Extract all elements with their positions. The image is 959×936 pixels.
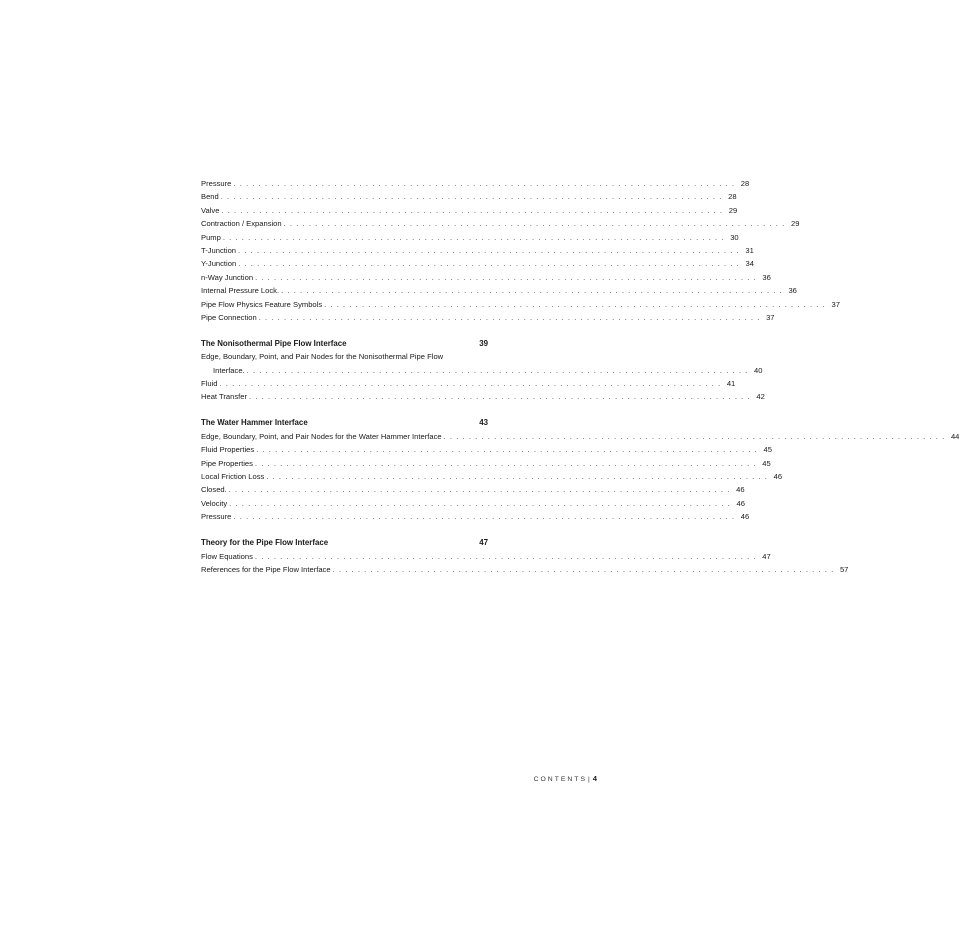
toc-entry-page: 45 xyxy=(763,445,772,455)
toc-entry[interactable] xyxy=(201,483,745,496)
toc-entry-page: 31 xyxy=(745,245,754,255)
dot-leader: ................................................................................ xyxy=(220,192,726,202)
dot-leader: ................................................................................ xyxy=(283,219,789,229)
toc-entry-page: 28 xyxy=(728,192,737,202)
toc-entry-title: Contraction / Expansion xyxy=(201,219,282,229)
toc-entry-page: 37 xyxy=(766,312,775,322)
dot-leader: ................................................................................ xyxy=(281,286,786,296)
table-of-contents xyxy=(201,177,959,576)
toc-entry[interactable] xyxy=(201,457,771,470)
dot-leader: ................................................................................ xyxy=(255,272,760,282)
toc-entry-title-line2: Interface. xyxy=(213,365,245,375)
toc-entry-title: References for the Pipe Flow Interface xyxy=(201,564,331,574)
footer-separator: | xyxy=(588,776,590,783)
toc-entry[interactable] xyxy=(201,257,754,270)
toc-entry-title: n-Way Junction xyxy=(201,272,254,282)
toc-section-page: 39 xyxy=(479,338,488,348)
dot-leader: ................................................................................ xyxy=(238,245,743,255)
toc-entry-page: 46 xyxy=(773,471,783,481)
toc-entry-page: 29 xyxy=(790,219,800,229)
dot-leader: ................................................................................ xyxy=(254,551,760,561)
toc-entry-page: 47 xyxy=(762,551,771,561)
dot-leader: ................................................................................ xyxy=(222,232,728,242)
dot-leader: ................................................................................ xyxy=(219,379,725,389)
toc-entry[interactable] xyxy=(201,190,737,203)
toc-entry-page: 28 xyxy=(740,178,750,188)
toc-entry-page: 29 xyxy=(728,205,738,215)
toc-entry[interactable] xyxy=(201,563,849,576)
toc-entry-title: Pump xyxy=(201,232,221,242)
toc-entry[interactable] xyxy=(201,231,739,244)
toc-section-page: 43 xyxy=(479,418,488,428)
toc-entry-page: 41 xyxy=(726,379,736,389)
toc-entry[interactable] xyxy=(201,298,840,311)
toc-entry[interactable] xyxy=(201,390,765,403)
toc-entry-title: Internal Pressure Lock. xyxy=(201,286,280,296)
dot-leader: ................................................................................ xyxy=(229,498,734,508)
dot-leader: ................................................................................ xyxy=(221,205,727,215)
toc-entry-title-line1: Edge, Boundary, Point, and Pair Nodes for the Nonisothermal Pipe Flow xyxy=(201,352,444,362)
toc-entry-page: 57 xyxy=(839,564,849,574)
toc-entry-page: 37 xyxy=(831,299,840,309)
toc-entry-title: Velocity xyxy=(201,498,228,508)
toc-entry[interactable] xyxy=(201,430,959,443)
dot-leader: ................................................................................ xyxy=(324,299,829,309)
toc-entry-page: 42 xyxy=(756,392,765,402)
toc-entry-page: 46 xyxy=(736,485,745,495)
dot-leader: ................................................................................ xyxy=(266,471,772,481)
toc-entry-page: 44 xyxy=(950,431,959,441)
toc-section-page: 47 xyxy=(479,538,488,548)
toc-entry-title: Fluid xyxy=(201,379,218,389)
toc-section-title: The Nonisothermal Pipe Flow Interface xyxy=(201,338,347,348)
toc-entry-title: Edge, Boundary, Point, and Pair Nodes for the Water Hammer Interface xyxy=(201,431,442,441)
dot-leader: ................................................................................ xyxy=(256,445,761,455)
dot-leader: ................................................................................ xyxy=(233,512,739,522)
toc-entry-page: 36 xyxy=(762,272,771,282)
toc-entry-page: 45 xyxy=(762,458,771,468)
toc-entry[interactable] xyxy=(201,204,738,217)
toc-entry-title: Closed. xyxy=(201,485,227,495)
toc-entry-title: Bend xyxy=(201,192,219,202)
toc-entry-title: Local Friction Loss xyxy=(201,471,265,481)
toc-entry-title: Pipe Connection xyxy=(201,312,257,322)
toc-entry[interactable] xyxy=(201,510,750,523)
toc-entry[interactable] xyxy=(201,497,745,510)
toc-entry-title: Pipe Flow Physics Feature Symbols xyxy=(201,299,323,309)
toc-entry-page: 40 xyxy=(754,365,763,375)
toc-entry-title: Valve xyxy=(201,205,220,215)
page-footer xyxy=(500,774,597,783)
toc-entry-title: Flow Equations xyxy=(201,551,253,561)
toc-entry-page: 46 xyxy=(740,512,750,522)
toc-section-title: The Water Hammer Interface xyxy=(201,418,308,428)
dot-leader: ................................................................................ xyxy=(258,312,764,322)
footer-running-head: CONTENTS xyxy=(533,776,587,783)
toc-entry-page: 34 xyxy=(745,259,754,269)
toc-entry-title: Fluid Properties xyxy=(201,445,255,455)
toc-entry[interactable] xyxy=(201,550,771,563)
toc-entry[interactable] xyxy=(201,244,754,257)
dot-leader: ................................................................................ xyxy=(254,458,760,468)
dot-leader: ................................................................................ xyxy=(228,485,734,495)
toc-entry-title: Pipe Properties xyxy=(201,458,253,468)
toc-entry[interactable] xyxy=(201,443,772,456)
toc-section-heading[interactable] xyxy=(201,416,488,429)
dot-leader: ................................................................................ xyxy=(238,259,743,269)
toc-entry-page: 36 xyxy=(788,286,797,296)
toc-entry[interactable] xyxy=(201,470,783,483)
toc-entry[interactable] xyxy=(201,350,763,377)
toc-group-pipe-flow-features xyxy=(201,177,840,324)
dot-leader: ................................................................................ xyxy=(443,431,949,441)
dot-leader: ................................................................................ xyxy=(233,178,739,188)
toc-entry[interactable] xyxy=(201,377,736,390)
dot-leader: ................................................................................ xyxy=(246,365,752,375)
toc-section-heading[interactable] xyxy=(201,337,488,350)
toc-entry-page: 46 xyxy=(736,498,745,508)
toc-entry-page: 30 xyxy=(730,232,739,242)
toc-section-title: Theory for the Pipe Flow Interface xyxy=(201,538,329,548)
toc-entry-title: T-Junction xyxy=(201,245,237,255)
toc-entry-title: Pressure xyxy=(201,512,232,522)
toc-entry-title: Heat Transfer xyxy=(201,392,248,402)
dot-leader: ................................................................................ xyxy=(249,392,754,402)
toc-entry-title: Pressure xyxy=(201,178,232,188)
toc-section-heading[interactable] xyxy=(201,536,488,549)
toc-entry[interactable] xyxy=(201,217,800,230)
dot-leader: ................................................................................ xyxy=(332,564,838,574)
toc-entry[interactable] xyxy=(201,284,797,297)
toc-entry[interactable] xyxy=(201,311,775,324)
footer-page-number: 4 xyxy=(592,774,597,783)
toc-entry[interactable] xyxy=(201,177,750,190)
toc-entry-title: Y-Junction xyxy=(201,259,237,269)
toc-entry[interactable] xyxy=(201,271,771,284)
